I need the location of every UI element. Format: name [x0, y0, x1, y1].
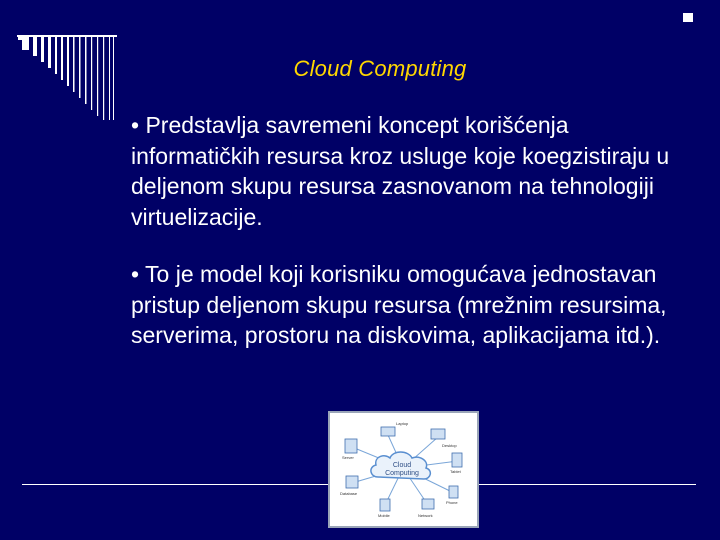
divider-left — [22, 484, 328, 485]
network-icon — [422, 499, 434, 509]
cloud-computing-diagram — [328, 411, 479, 528]
slide-title: Cloud Computing — [293, 56, 467, 81]
diagram-node-label: Network — [418, 513, 433, 518]
database-icon — [346, 476, 358, 488]
cloud-computing-diagram-icon — [330, 413, 477, 526]
divider-right — [474, 484, 696, 485]
tablet-icon — [452, 453, 462, 467]
diagram-node-label: Laptop — [396, 421, 409, 426]
diagram-node-label: Database — [340, 491, 358, 496]
bullet-definition: • Predstavlja savremeni koncept korišćenja informatičkih resursa kroz usluge koje koegzistiraju u deljenom skupu resursa zasnovanom na tehnologiji virtuelizacije. — [131, 112, 670, 230]
desktop-icon — [431, 429, 445, 439]
diagram-node-label: Mobile — [378, 513, 390, 518]
diagram-center-line2: Computing — [385, 470, 419, 477]
diagram-node-label: Desktop — [442, 443, 457, 448]
diagram-node-label: Phone — [446, 500, 458, 505]
phone-icon — [449, 486, 458, 498]
bullet-model: • To je model koji korisniku omogućava jednostavan pristup deljenom skupu resursa (mrežnim resursima, serverima, prostoru na diskovima, aplikacijama itd.). — [131, 261, 667, 348]
diagram-center-line1: Cloud — [392, 462, 412, 469]
mobile-icon — [380, 499, 390, 511]
diagram-node-label: Tablet — [450, 469, 461, 474]
server-icon — [345, 439, 357, 453]
laptop-icon — [381, 427, 395, 436]
diagram-node-label: Server — [342, 455, 354, 460]
